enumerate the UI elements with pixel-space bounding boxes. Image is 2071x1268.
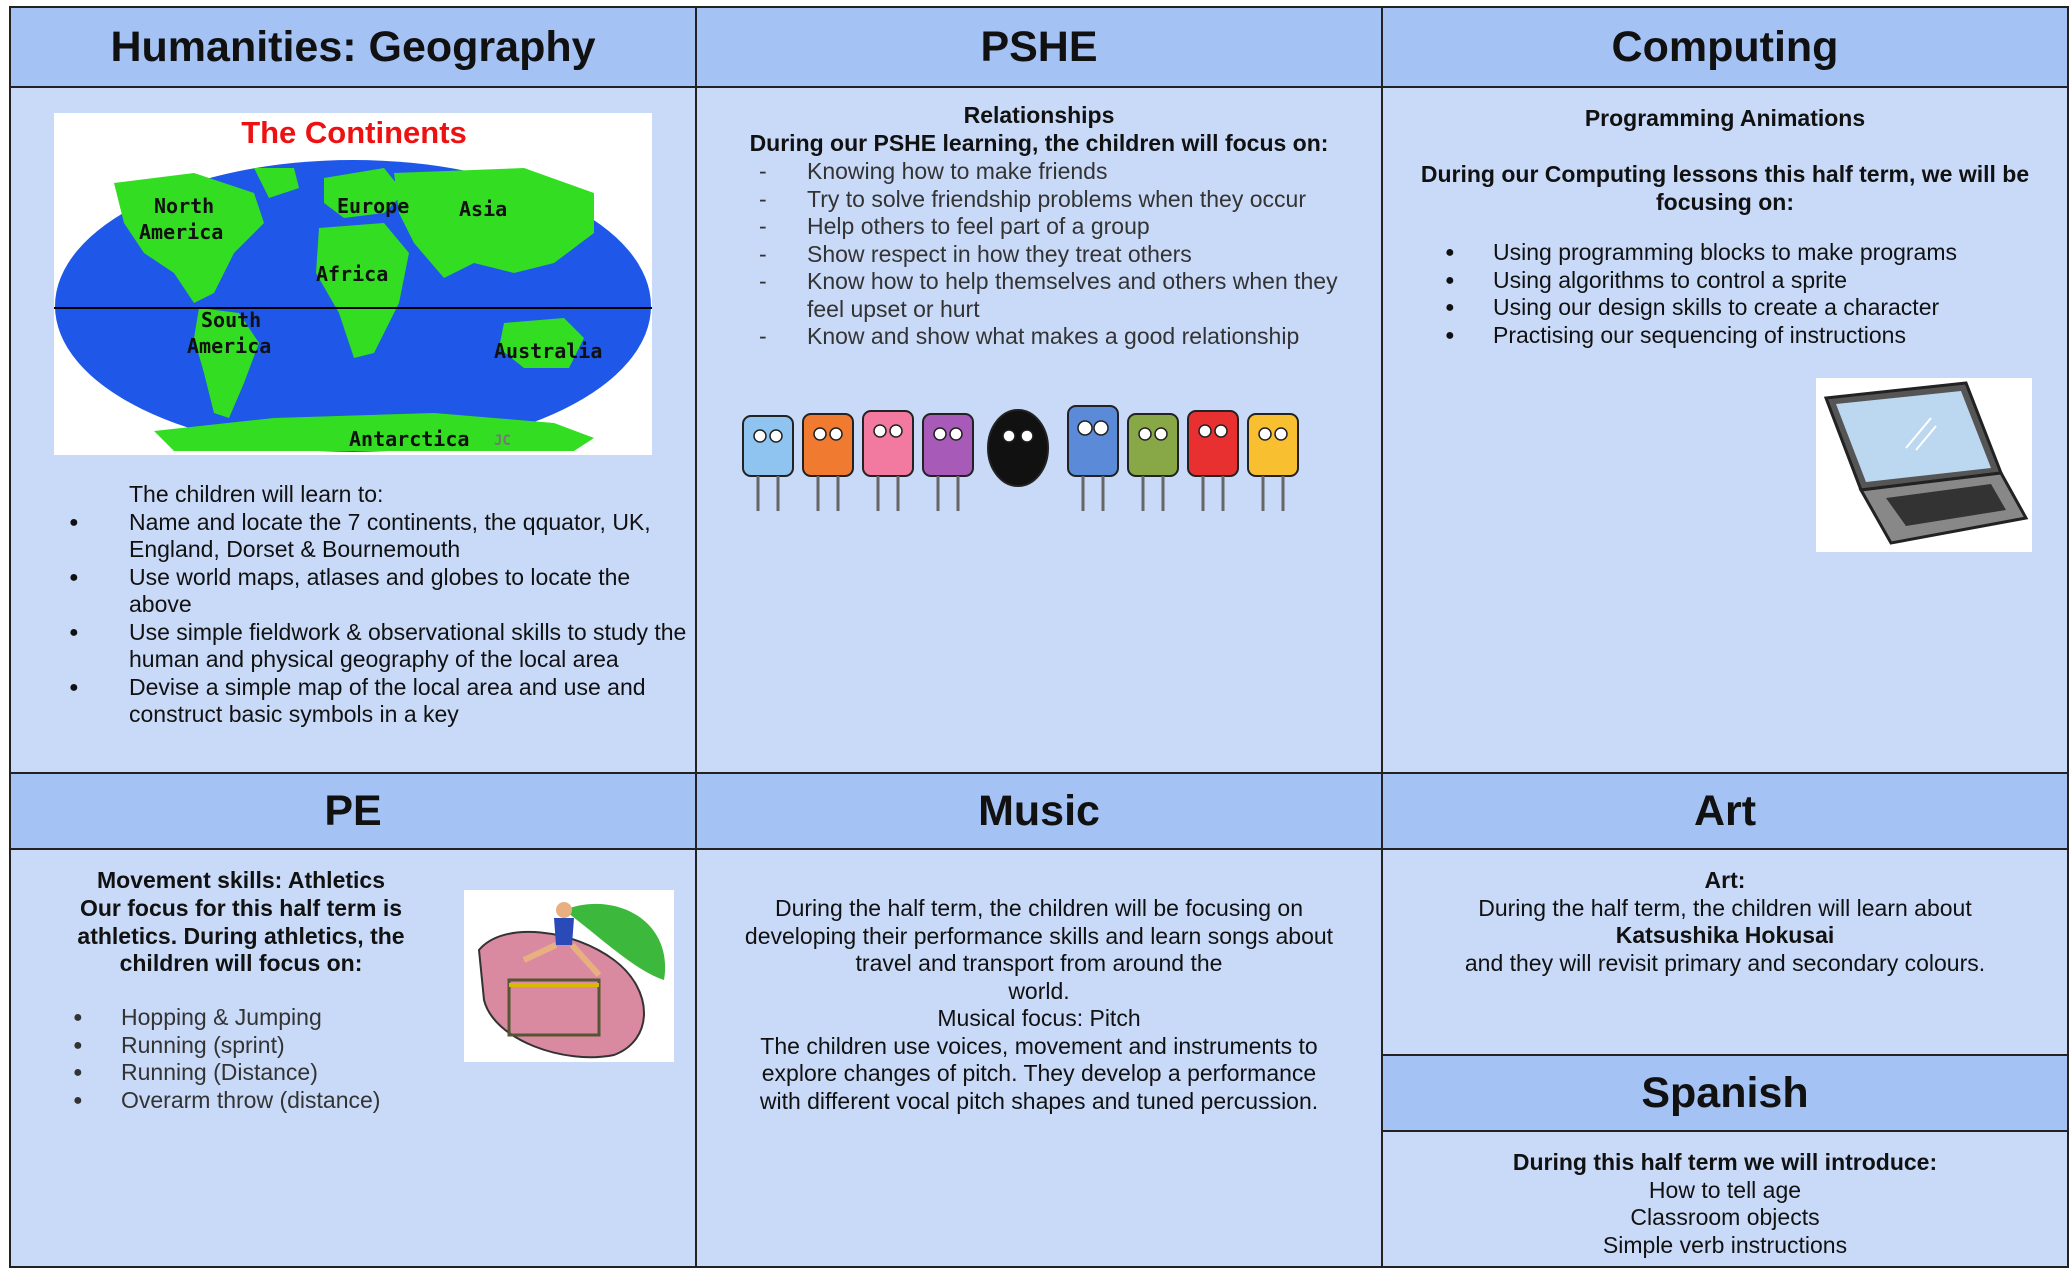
list-item: ● Running (Distance) [73,1059,318,1085]
geography-text [69,481,689,729]
map-label-australia: Australia [494,339,603,363]
list-item: - Help others to feel part of a group [759,213,1150,239]
art-text [1383,867,2067,977]
map-label-jc: JC [494,433,511,449]
spanish-text [1383,1149,2067,1259]
list-item: ● Overarm throw (distance) [73,1086,381,1113]
computing-title: Programming Animations [1584,105,1866,131]
header-art-text: Art [1693,786,1757,835]
music-body: The children use voices, movement and instruments to explore changes of pitch. They develop a performance with different vocal pitch shapes and tuned percussion. [759,1032,1319,1114]
geography-intro: The children will learn to: [129,481,384,507]
header-spanish [1383,1056,2069,1132]
list-item: How to tell age [1648,1176,1802,1203]
art-line2: and they will revisit primary and secondary colours. [1464,949,1986,976]
pe-subtitle: Our focus for this half term is athletics. During athletics, the children will focus on: [77,895,405,976]
map-label-south: South [201,308,262,332]
header-computing [1383,8,2069,88]
continents-map [54,113,652,455]
map-label-asia: Asia [459,197,508,221]
pshe-title: Relationships [963,102,1115,128]
header-music-text: Music [978,786,1100,835]
hurdler-image [464,890,674,1062]
geography-cell [11,88,697,774]
map-label-antarctica: Antarctica [349,427,470,451]
header-geography [11,8,697,88]
list-item: - Try to solve friendship problems when they occur [759,185,1306,212]
header-pshe [697,8,1383,88]
map-label-europe: Europe [337,194,410,218]
header-geography-text: Humanities: Geography [110,22,596,71]
laptop-image [1816,378,2032,552]
music-intro: During the half term, the children will be focusing on developing their performance skills and learn songs about travel and transport from around the [744,895,1334,976]
pshe-subtitle: During our PSHE learning, the children will focus on: [749,130,1329,156]
music-intro-end: world. [1008,977,1070,1004]
art-line1: During the half term, the children will learn about [1478,894,1972,921]
list-item: ● Practising our sequencing of instructions [1445,321,1906,348]
art-artist: Katsushika Hokusai [1615,922,1835,948]
list-item: ● Using our design skills to create a character [1445,294,1940,320]
list-item: Simple verb instructions [1602,1231,1848,1258]
list-item: ● Hopping & Jumping [73,1004,322,1030]
list-item: ● Devise a simple map of the local area and use and construct basic symbols in a key [69,673,646,727]
header-pe [11,774,697,850]
list-item: - Knowing how to make friends [759,158,1108,184]
spanish-title: During this half term we will introduce: [1512,1149,1938,1175]
list-item: Classroom objects [1630,1204,1820,1230]
computing-list [1445,239,2045,349]
list-item: ● Using algorithms to control a sprite [1445,266,1848,293]
list-item: - Show respect in how they treat others [759,240,1192,267]
music-cell [697,850,1383,1268]
map-label-north: North [154,194,215,218]
list-item: ● Running (sprint) [73,1031,285,1058]
header-pe-text: PE [324,786,382,835]
header-art [1383,774,2069,850]
spanish-cell [1383,1132,2069,1268]
header-music [697,774,1383,850]
map-label-america-n: America [139,220,224,244]
art-cell [1383,850,2069,1056]
list-item: - Know and show what makes a good relationship [759,323,1300,349]
computing-cell [1383,88,2069,774]
map-label-america-s: America [187,334,272,358]
music-focus: Musical focus: Pitch [937,1005,1141,1031]
pe-list [73,1004,493,1114]
puzzle-characters-image [713,386,1373,516]
map-label-africa: Africa [316,262,389,286]
pshe-list [759,158,1359,351]
map-title: The Continents [241,115,467,150]
list-item: - Know how to help themselves and others when they feel upset or hurt [759,268,1338,322]
list-item: ● Using programming blocks to make programs [1445,239,1958,265]
art-label: Art: [1704,867,1746,893]
geography-list [69,509,689,729]
list-item: ● Name and locate the 7 continents, the qquator, UK, England, Dorset & Bournemouth [69,508,651,562]
list-item: ● Use world maps, atlases and globes to locate the above [69,563,631,617]
computing-subtitle: During our Computing lessons this half term, we will be focusing on: [1420,161,2030,215]
pshe-cell [697,88,1383,774]
list-item: ● Use simple fieldwork & observational skills to study the human and physical geography of the local area [69,618,687,672]
pe-cell [11,850,697,1268]
pe-title: Movement skills: Athletics [96,867,385,893]
header-computing-text: Computing [1611,22,1839,71]
music-text [717,895,1361,1115]
header-spanish-text: Spanish [1641,1068,1809,1117]
header-pshe-text: PSHE [980,22,1098,71]
